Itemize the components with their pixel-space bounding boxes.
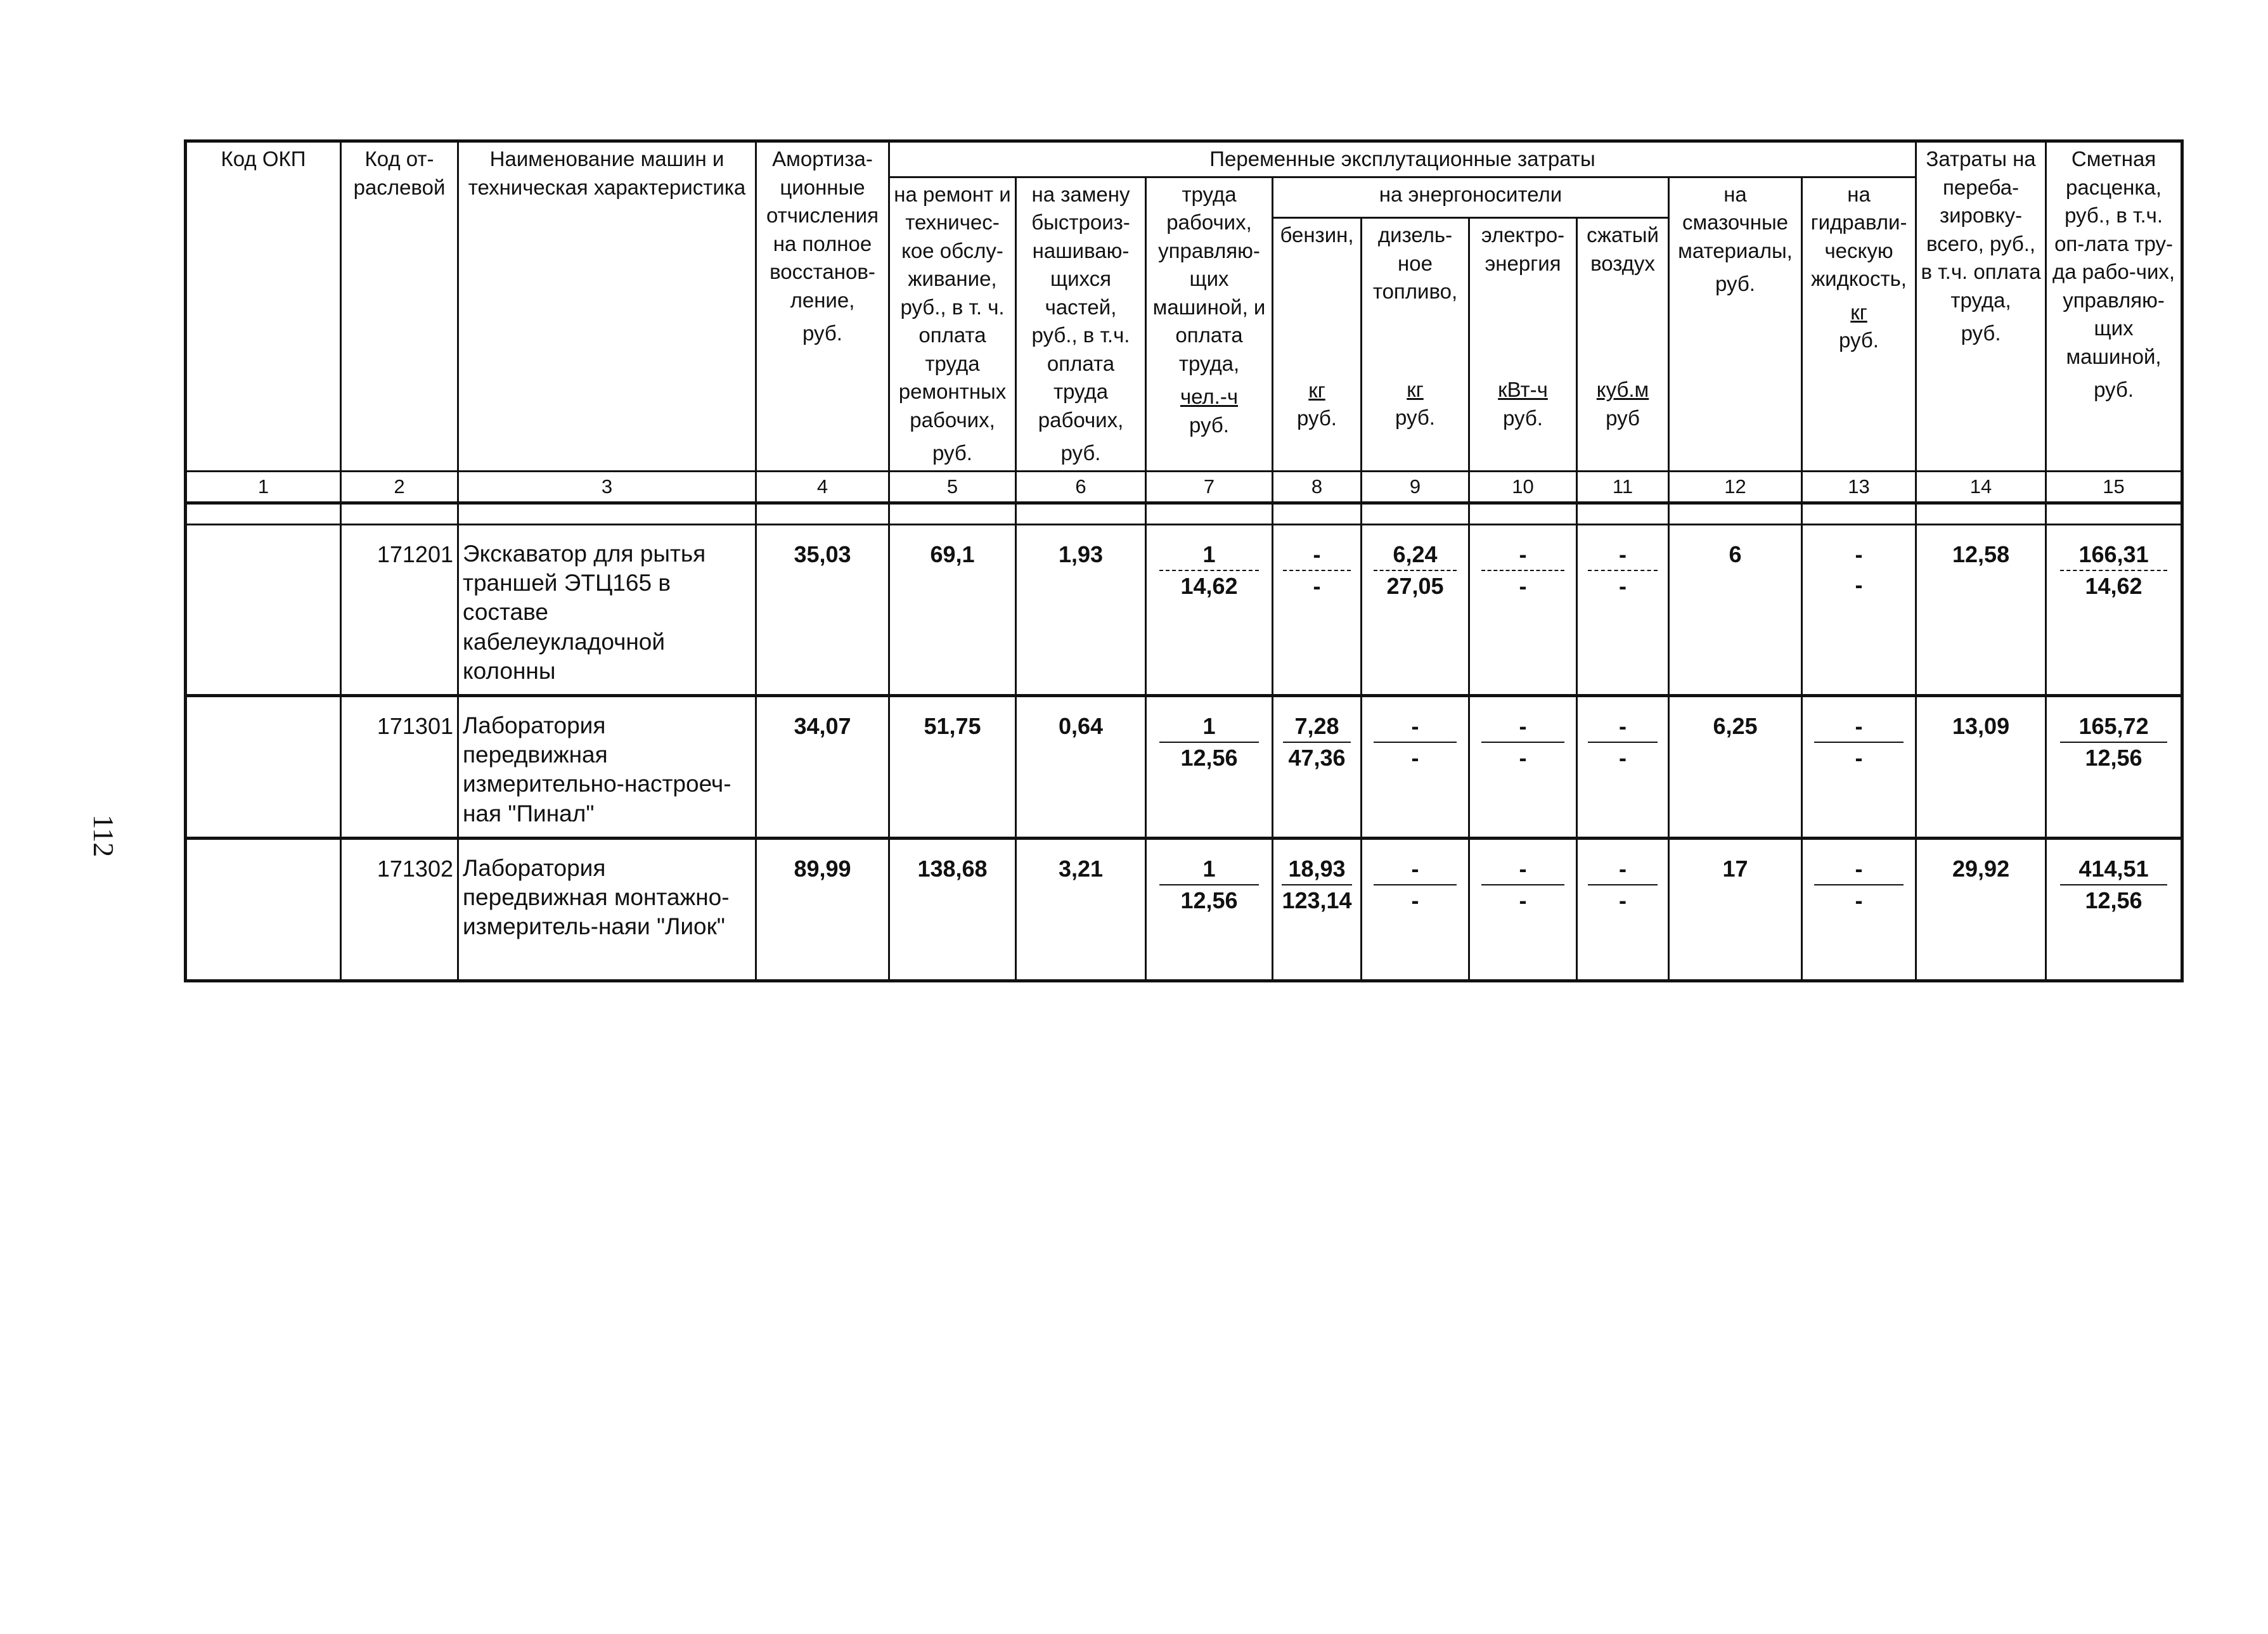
lubricants-cell: 17 — [1669, 838, 1802, 981]
hydraulic-cost: - — [1855, 572, 1863, 598]
column-number: 9 — [1362, 472, 1469, 503]
petrol-cell — [1273, 838, 1362, 981]
machine-name-cell: Лаборатория передвижная монтажно-измеритель-наяи "Лиок" — [458, 838, 756, 981]
hydraulic-cell — [1802, 838, 1916, 981]
repair-cell: 51,75 — [889, 695, 1016, 838]
okp-cell — [186, 838, 341, 981]
column-number: 4 — [756, 472, 889, 503]
hydraulic-cost: - — [1855, 745, 1863, 771]
table-row — [186, 695, 2182, 838]
relocation-cell: 12,58 — [1916, 524, 2046, 695]
column-number: 6 — [1016, 472, 1146, 503]
rate-cell — [2046, 524, 2182, 695]
labor-cost: 12,56 — [1180, 887, 1238, 914]
electricity-cell — [1469, 695, 1577, 838]
petrol-amount: 7,28 — [1283, 711, 1350, 743]
diesel-amount: - — [1374, 711, 1457, 743]
parts-cell: 0,64 — [1016, 695, 1146, 838]
header-lubricants — [1669, 177, 1802, 471]
header-air — [1577, 218, 1669, 472]
diesel-cost: - — [1411, 745, 1419, 771]
petrol-cell — [1273, 695, 1362, 838]
petrol-amount: 18,93 — [1282, 854, 1351, 886]
header-labor-text: труда рабочих, управляю-щих машиной, и оплата труда, — [1152, 182, 1266, 375]
header-repair-text: на ремонт и техничес-кое обслу-живание, руб., в т. ч. оплата труда ремонтных рабочих, — [894, 182, 1011, 432]
column-number: 10 — [1469, 472, 1577, 503]
header-diesel-unit-bot: руб. — [1395, 406, 1435, 430]
branch-code-cell: 171301 — [341, 695, 458, 838]
rate-cell — [2046, 838, 2182, 981]
branch-code-cell: 171302 — [341, 838, 458, 981]
header-amortization — [756, 141, 889, 472]
electricity-cell — [1469, 838, 1577, 981]
header-lubricants-text: на смазочные материалы, — [1678, 182, 1793, 262]
table-row — [186, 838, 2182, 981]
column-number: 3 — [458, 472, 756, 503]
labor-cost: 12,56 — [1180, 745, 1238, 771]
column-number: 8 — [1273, 472, 1362, 503]
lubricants-cell: 6,25 — [1669, 695, 1802, 838]
header-rate-text: Сметная расценка, руб., в т.ч. оп-лата тру-да рабо-чих, управляю-щих машиной, — [2052, 147, 2175, 368]
petrol-cost: 47,36 — [1288, 745, 1346, 771]
header-air-text: сжатый воздух — [1587, 223, 1659, 275]
labor-hours: 1 — [1159, 711, 1259, 743]
header-hydraulic-unit-top: кг — [1850, 300, 1867, 324]
air-cost: - — [1619, 745, 1627, 771]
rate-labor: 12,56 — [2085, 745, 2142, 771]
header-name: Наименование машин и техническая характеристика — [458, 141, 756, 472]
electricity-amount: - — [1481, 711, 1565, 743]
header-labor — [1146, 177, 1273, 471]
header-lubricants-unit: руб. — [1715, 272, 1755, 296]
header-electricity — [1469, 218, 1577, 472]
diesel-amount: - — [1374, 854, 1457, 886]
diesel-cell — [1362, 524, 1469, 695]
column-number: 13 — [1802, 472, 1916, 503]
electricity-amount: - — [1481, 539, 1565, 572]
air-cell — [1577, 524, 1669, 695]
column-number: 7 — [1146, 472, 1273, 503]
repair-cell: 69,1 — [889, 524, 1016, 695]
machine-name-cell: Экскаватор для рытья траншей ЭТЦ165 в составе кабелеукладочной колонны — [458, 524, 756, 695]
header-petrol-unit-bot: руб. — [1297, 406, 1337, 430]
header-relocation-unit: руб. — [1961, 321, 2001, 345]
rate-cell — [2046, 695, 2182, 838]
labor-hours: 1 — [1159, 539, 1259, 572]
column-number: 14 — [1916, 472, 2046, 503]
electricity-cost: - — [1519, 887, 1527, 914]
column-number: 5 — [889, 472, 1016, 503]
relocation-cell: 29,92 — [1916, 838, 2046, 981]
column-number: 11 — [1577, 472, 1669, 503]
labor-hours: 1 — [1159, 854, 1259, 886]
electricity-cost: - — [1519, 573, 1527, 600]
diesel-cell — [1362, 695, 1469, 838]
labor-cost: 14,62 — [1180, 573, 1238, 600]
amortization-cell: 34,07 — [756, 695, 889, 838]
okp-cell — [186, 524, 341, 695]
header-diesel-unit-top: кг — [1407, 377, 1424, 401]
header-air-unit-bot: руб — [1606, 406, 1640, 430]
air-amount: - — [1588, 539, 1658, 572]
labor-cell — [1146, 838, 1273, 981]
diesel-cost: 27,05 — [1386, 573, 1444, 600]
column-number: 15 — [2046, 472, 2182, 503]
table-row — [186, 524, 2182, 695]
spacer-row — [186, 503, 2182, 524]
okp-cell — [186, 695, 341, 838]
labor-cell — [1146, 695, 1273, 838]
header-branch-code: Код от-раслевой — [341, 141, 458, 472]
rate-labor: 12,56 — [2085, 887, 2142, 914]
labor-cell — [1146, 524, 1273, 695]
header-hydraulic-text: на гидравли-ческую жидкость, — [1810, 182, 1907, 291]
relocation-cell: 13,09 — [1916, 695, 2046, 838]
header-petrol-unit-top: кг — [1308, 378, 1325, 402]
branch-code-cell: 171201 — [341, 524, 458, 695]
header-rate — [2046, 141, 2182, 472]
rate-total: 166,31 — [2060, 539, 2167, 572]
header-amortization-text: Амортиза-ционные отчисления на полное восстанов-ление, — [766, 147, 879, 312]
parts-cell: 1,93 — [1016, 524, 1146, 695]
column-number: 2 — [341, 472, 458, 503]
diesel-amount: 6,24 — [1374, 539, 1457, 572]
header-labor-unit-top: чел.-ч — [1180, 385, 1239, 409]
electricity-amount: - — [1481, 854, 1565, 886]
header-petrol — [1273, 218, 1362, 472]
header-okp: Код ОКП — [186, 141, 341, 472]
diesel-cell — [1362, 838, 1469, 981]
electricity-cell — [1469, 524, 1577, 695]
header-electricity-unit-top: кВт-ч — [1498, 378, 1548, 402]
header-diesel — [1362, 218, 1469, 472]
header-parts-text: на замену быстроиз-нашиваю-щихся частей, руб., в т.ч. оплата труда рабочих, — [1031, 182, 1130, 432]
header-relocation — [1916, 141, 2046, 472]
column-numbers-row — [186, 472, 2182, 503]
header-hydraulic-unit-bot: руб. — [1839, 328, 1879, 352]
header-electricity-unit-bot: руб. — [1503, 406, 1543, 430]
header-diesel-text: дизель-ное топливо, — [1372, 223, 1458, 304]
machine-name-cell: Лаборатория передвижная измерительно-настроеч-ная "Пинал" — [458, 695, 756, 838]
diesel-cost: - — [1411, 887, 1419, 914]
header-relocation-text: Затраты на переба-зировку-всего, руб., в т.ч. оплата труда, — [1921, 147, 2041, 312]
petrol-cost: 123,14 — [1282, 887, 1352, 914]
repair-cell: 138,68 — [889, 838, 1016, 981]
hydraulic-cost: - — [1855, 887, 1863, 914]
column-number: 1 — [186, 472, 341, 503]
air-cost: - — [1619, 887, 1627, 914]
header-variable-costs: Переменные эксплутационные затраты — [889, 141, 1916, 177]
amortization-cell: 35,03 — [756, 524, 889, 695]
header-hydraulic — [1802, 177, 1916, 471]
header-repair — [889, 177, 1016, 471]
electricity-cost: - — [1519, 745, 1527, 771]
machine-cost-table — [184, 139, 2184, 982]
hydraulic-amount: - — [1855, 541, 1863, 567]
petrol-amount: - — [1283, 539, 1350, 572]
air-cost: - — [1619, 573, 1627, 600]
page-number: 112 — [87, 814, 120, 858]
air-cell — [1577, 695, 1669, 838]
petrol-cost: - — [1313, 573, 1321, 600]
header-petrol-text: бензин, — [1280, 223, 1354, 247]
air-cell — [1577, 838, 1669, 981]
column-number: 12 — [1669, 472, 1802, 503]
hydraulic-amount: - — [1814, 854, 1903, 886]
header-rate-unit: руб. — [2094, 378, 2134, 402]
air-amount: - — [1588, 854, 1658, 886]
rate-total: 414,51 — [2060, 854, 2167, 886]
parts-cell: 3,21 — [1016, 838, 1146, 981]
amortization-cell: 89,99 — [756, 838, 889, 981]
header-electricity-text: электро-энергия — [1481, 223, 1565, 275]
hydraulic-cell — [1802, 695, 1916, 838]
header-repair-unit: руб. — [932, 441, 972, 465]
rate-total: 165,72 — [2060, 711, 2167, 743]
header-amortization-unit: руб. — [802, 321, 842, 345]
lubricants-cell: 6 — [1669, 524, 1802, 695]
header-labor-unit-bot: руб. — [1189, 413, 1229, 437]
header-parts-unit: руб. — [1060, 441, 1101, 465]
petrol-cell — [1273, 524, 1362, 695]
hydraulic-cell — [1802, 524, 1916, 695]
header-air-unit-top: куб.м — [1596, 378, 1649, 402]
rate-labor: 14,62 — [2085, 573, 2142, 600]
air-amount: - — [1588, 711, 1658, 743]
hydraulic-amount: - — [1814, 711, 1903, 743]
header-energy: на энергоносители — [1273, 177, 1669, 217]
header-parts — [1016, 177, 1146, 471]
